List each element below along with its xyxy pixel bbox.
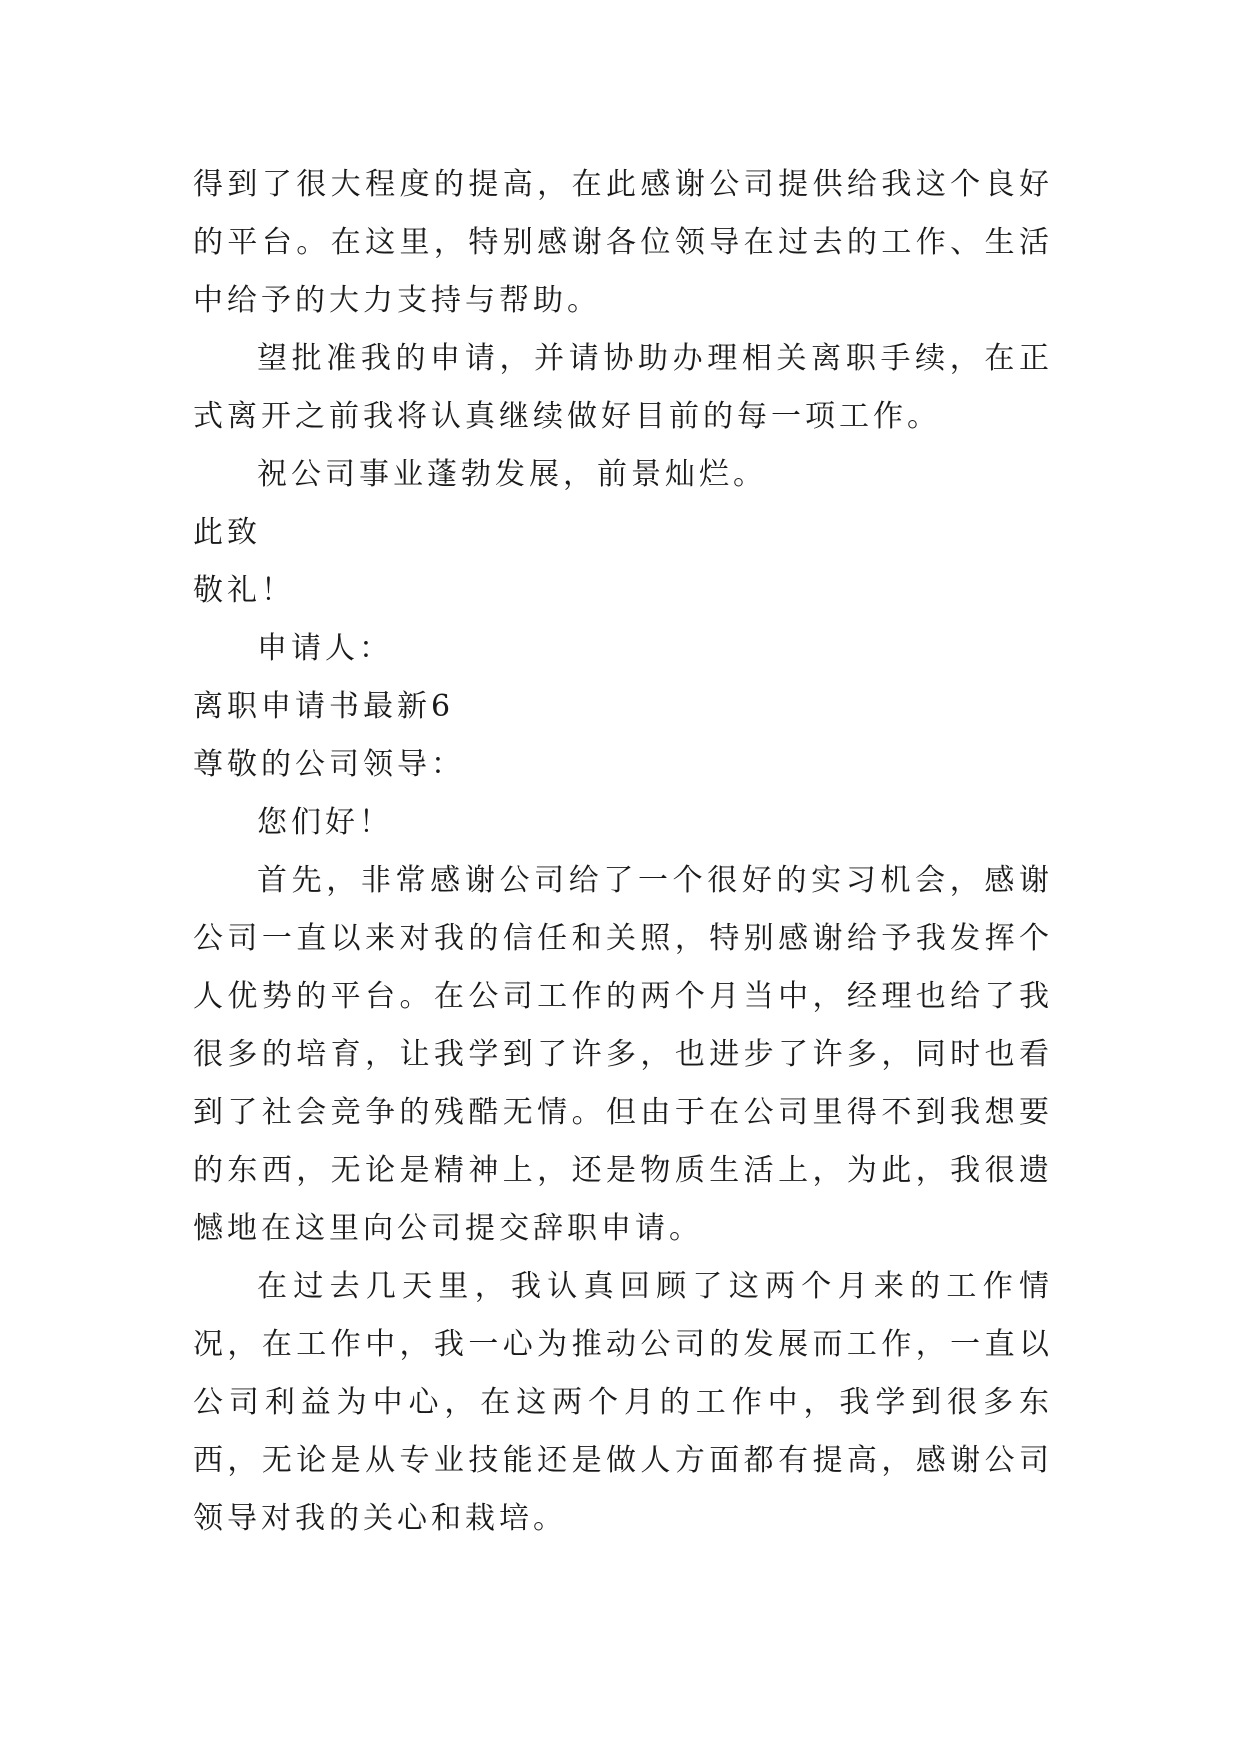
paragraph-continuation: 得到了很大程度的提高，在此感谢公司提供给我这个良好的平台。在这里，特别感谢各位领导在过去的工作、生活中给予的大力支持与帮助。 bbox=[193, 167, 1053, 318]
paragraph-reflection: 在过去几天里，我认真回顾了这两个月来的工作情况，在工作中，我一心为推动公司的发展而工作，一直以公司利益为中心，在这两个月的工作中，我学到很多东西，无论是从专业技能还是做人方面都有提高，感谢公司领导对我的关心和栽培。 bbox=[193, 1269, 1053, 1536]
greeting: 您们好！ bbox=[257, 805, 393, 840]
applicant-label: 申请人： bbox=[257, 631, 393, 666]
closing-cizhi: 此致 bbox=[193, 515, 261, 550]
paragraph-approval-request: 望批准我的申请，并请协助办理相关离职手续，在正式离开之前我将认真继续做好目前的每一项工作。 bbox=[193, 341, 1053, 434]
salutation: 尊敬的公司领导： bbox=[193, 747, 465, 782]
paragraph-gratitude: 首先，非常感谢公司给了一个很好的实习机会，感谢公司一直以来对我的信任和关照，特别感谢给予我发挥个人优势的平台。在公司工作的两个月当中，经理也给了我很多的培育，让我学到了许多，也进步了许多，同时也看到了社会竞争的残酷无情。但由于在公司里得不到我想要的东西，无论是精神上，还是物质生活上，为此，我很遗憾地在这里向公司提交辞职申请。 bbox=[193, 863, 1053, 1246]
section-heading: 离职申请书最新6 bbox=[193, 689, 455, 724]
closing-jingli: 敬礼！ bbox=[193, 573, 295, 608]
paragraph-wishes: 祝公司事业蓬勃发展，前景灿烂。 bbox=[257, 457, 767, 492]
document-body bbox=[193, 156, 1053, 1548]
